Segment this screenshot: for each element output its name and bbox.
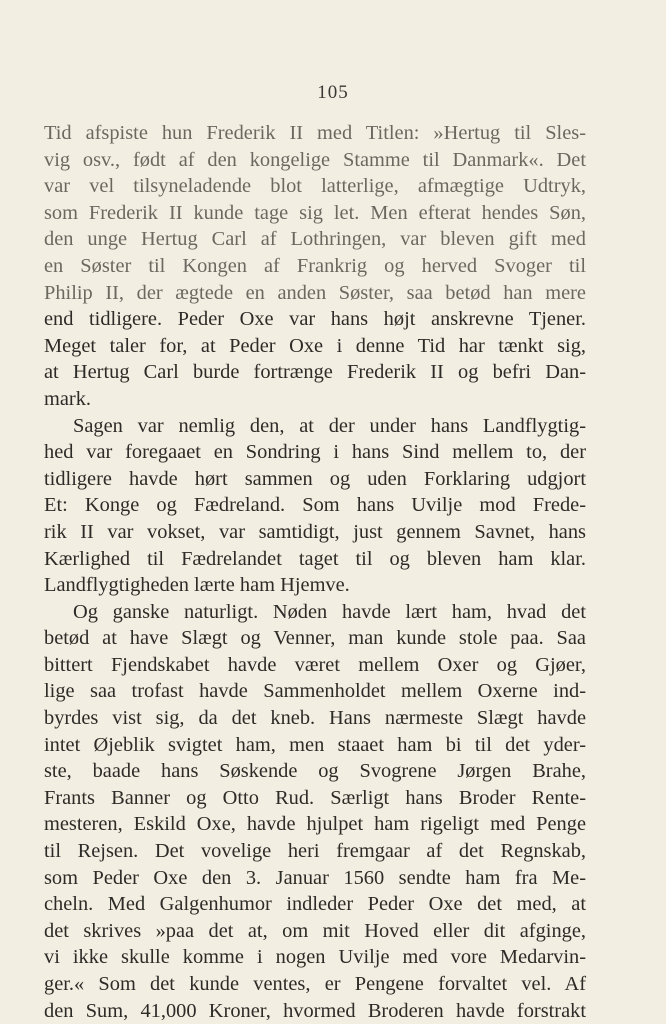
text-line: Tid afspiste hun Frederik II med Titlen: »Hertug til Sles- [44,122,586,144]
text-line: Kærlighed til Fædrelandet taget til og bleven ham klar. [44,547,586,570]
text-line: Landflygtigheden lærte ham Hjemve. [44,574,350,597]
text-line: som Frederik II kunde tage sig let. Men efterat hendes Søn, [44,201,586,224]
text-line: at Hertug Carl burde fortrænge Frederik II og befri Dan- [44,361,586,384]
text-line: bittert Fjendskabet havde været mellem Oxer og Gjøer, [44,653,586,676]
text-line: vi ikke skulle komme i nogen Uvilje med vore Medarvin- [44,946,586,969]
text-line: ste, baade hans Søskende og Svogrene Jørgen Brahe, [44,760,586,783]
text-line: end tidligere. Peder Oxe var hans højt anskrevne Tjener. [44,308,586,331]
text-line: mark. [44,387,91,410]
text-line: cheln. Med Galgenhumor indleder Peder Oxe det med, at [44,893,586,916]
text-line: Philip II, der ægtede en anden Søster, saa betød han mere [44,281,586,304]
body-text [44,120,586,1024]
text-line: hed var foregaaet en Sondring i hans Sind mellem to, der [44,441,586,464]
text-line: vig osv., født af den kongelige Stamme til Danmark«. Det [44,148,586,171]
text-line: til Rejsen. Det vovelige heri fremgaar af det Regnskab, [44,840,586,863]
text-line: tidligere havde hørt sammen og uden Forklaring udgjort [44,467,586,490]
text-line: den Sum, 41,000 Kroner, hvormed Broderen havde forstrakt [44,999,586,1022]
text-line: mesteren, Eskild Oxe, havde hjulpet ham rigeligt med Penge [44,813,586,836]
text-line: betød at have Slægt og Venner, man kunde stole paa. Saa [44,627,586,650]
text-line: det skrives »paa det at, om mit Hoved eller dit afginge, [44,919,586,942]
text-line: rik II var vokset, var samtidigt, just gennem Savnet, hans [44,520,586,543]
text-line: ger.« Som det kunde ventes, er Pengene forvaltet vel. Af [44,973,586,995]
text-line: som Peder Oxe den 3. Januar 1560 sendte ham fra Me- [44,866,586,889]
text-line: Og ganske naturligt. Nøden havde lært ham, hvad det [73,600,586,623]
text-line: Meget taler for, at Peder Oxe i denne Tid har tænkt sig, [44,334,586,357]
text-line: Sagen var nemlig den, at der under hans Landflygtig- [73,414,586,437]
text-line: den unge Hertug Carl af Lothringen, var bleven gift med [44,228,586,251]
page-number: 105 [317,82,349,103]
text-line: Frants Banner og Otto Rud. Særligt hans Broder Rente- [44,786,586,809]
text-line: en Søster til Kongen af Frankrig og herved Svoger til [44,254,586,277]
text-line: intet Øjeblik svigtet ham, men staaet ham bi til det yder- [44,733,586,756]
text-line: var vel tilsyneladende blot latterlige, afmægtige Udtryk, [44,175,586,198]
text-line: Et: Konge og Fædreland. Som hans Uvilje mod Frede- [44,494,586,517]
text-line: byrdes vist sig, da det kneb. Hans nærmeste Slægt havde [44,707,586,730]
text-line: lige saa trofast havde Sammenholdet mellem Oxerne ind- [44,680,586,703]
